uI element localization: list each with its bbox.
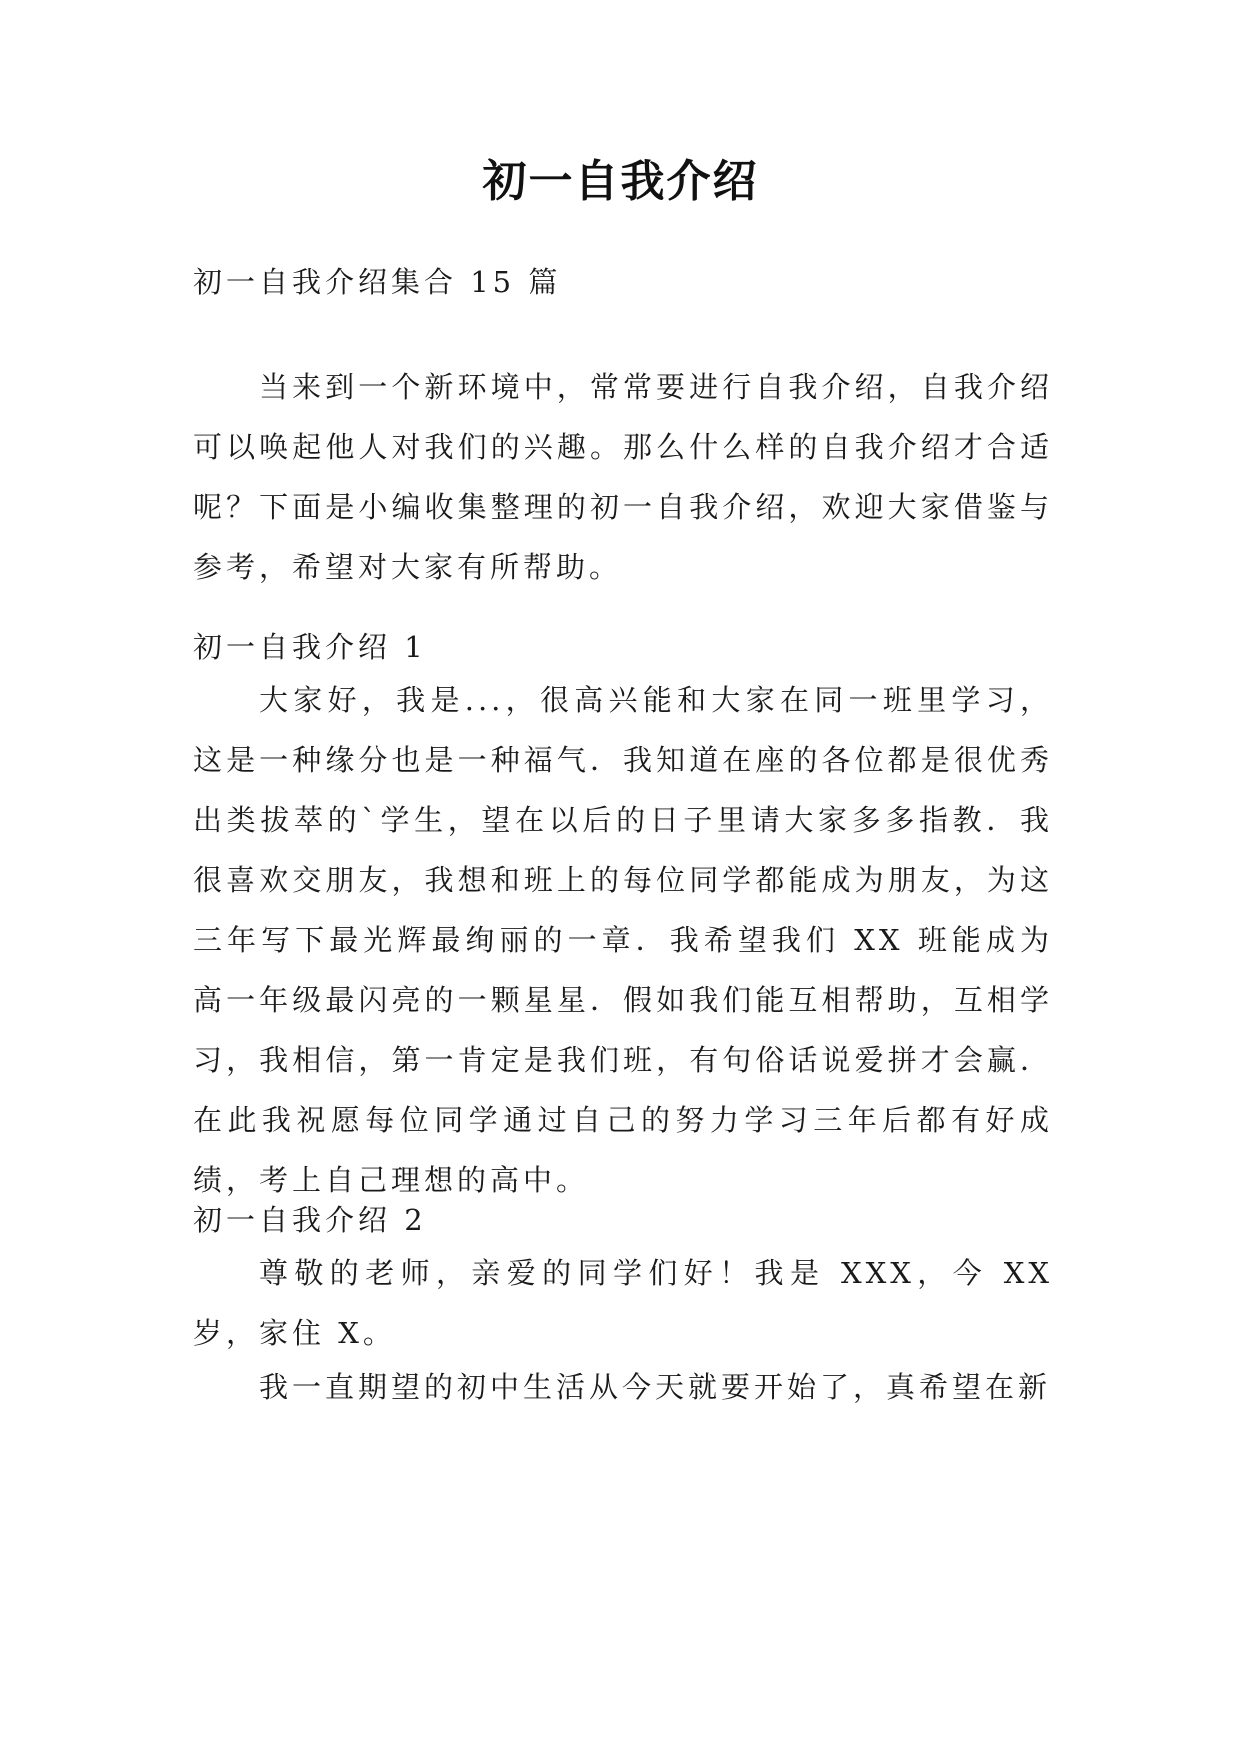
intro-paragraph: 当来到一个新环境中，常常要进行自我介绍，自我介绍可以唤起他人对我们的兴趣。那么什么样的自我介绍才合适呢？下面是小编收集整理的初一自我介绍，欢迎大家借鉴与参考，希望对大家有所帮助。 xyxy=(193,370,1053,584)
section-heading-2: 初一自我介绍 2 xyxy=(193,1203,427,1237)
document-title: 初一自我介绍 xyxy=(482,156,759,207)
section-2-paragraph-2: 我一直期望的初中生活从今天就要开始了，真希望在新 xyxy=(259,1370,1052,1404)
section-2-paragraph-1: 尊敬的老师，亲爱的同学们好！我是 XXX，今 XX 岁，家住 X。 xyxy=(193,1256,1053,1350)
section-heading-1: 初一自我介绍 1 xyxy=(193,630,427,664)
section-1-paragraph-1: 大家好，我是...，很高兴能和大家在同一班里学习，这是一种缘分也是一种福气．我知道在座的各位都是很优秀出类拔萃的`学生，望在以后的日子里请大家多多指教．我很喜欢交朋友，我想和班上的每位同学都能成为朋友，为这三年写下最光辉最绚丽的一章．我希望我们 XX 班能成为高一年级最闪亮的一颗星星．假如我们能互相帮助，互相学习，我相信，第一肯定是我们班，有句俗话说爱拼才会赢．在此我祝愿每位同学通过自己的努力学习三年后都有好成绩，考上自己理想的高中。 xyxy=(193,683,1053,1197)
collection-title: 初一自我介绍集合 15 篇 xyxy=(193,265,562,299)
